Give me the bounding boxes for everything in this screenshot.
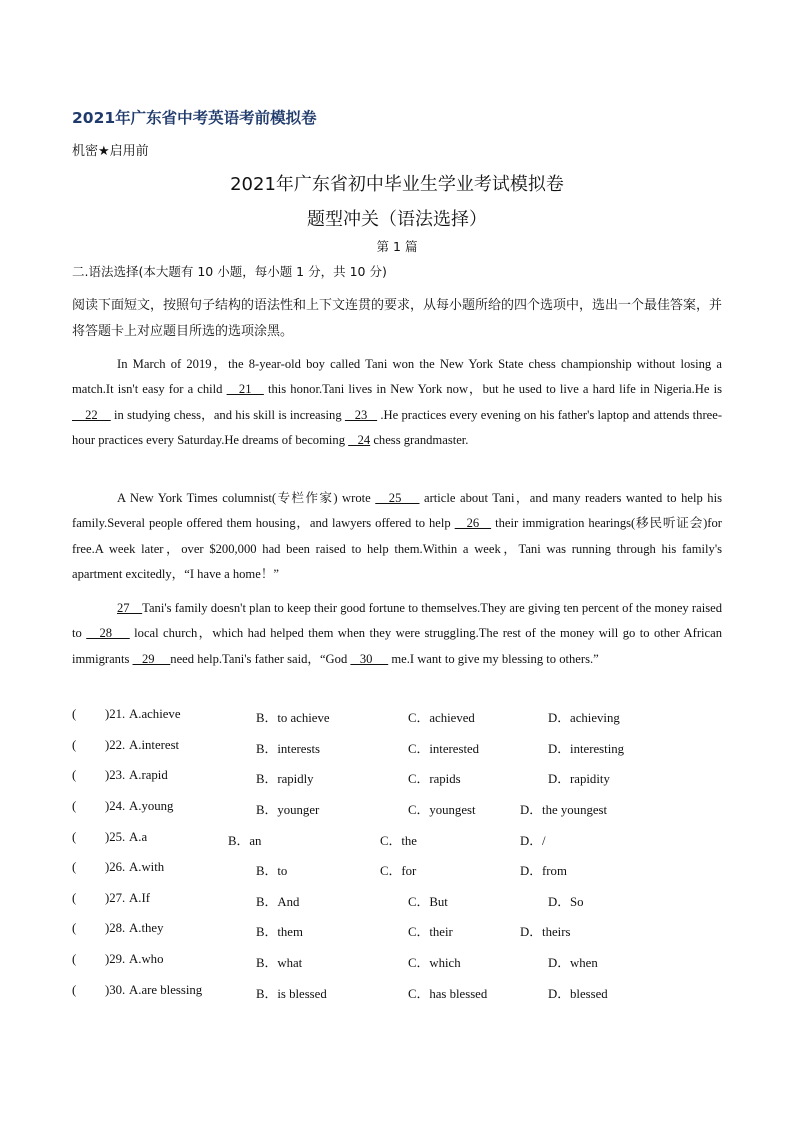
exam-series-title: 2021年广东省中考英语考前模拟卷 xyxy=(72,109,317,127)
option-a: A.are blessing xyxy=(129,983,203,997)
question-row xyxy=(72,983,732,1005)
question-row xyxy=(72,768,732,790)
option-b: B．an xyxy=(228,834,262,848)
option-c: C．achieved xyxy=(408,711,475,725)
passage-paragraph-2: A New York Times columnist(专栏作家) wrote 25 article about Tani，and many readers wanted to help his family.Several people offered them housing，and lawyers offered to help 26 their immigration hearings(移民听证会)for free.A week later，over $200,000 had been raised to help them.Within a week，Tani was running through his family's apartment excitedly，“I have a home！” xyxy=(72,491,722,581)
answer-paren[interactable]: ( xyxy=(72,830,77,844)
question-row xyxy=(72,830,732,852)
passage-paragraph-3: 27 Tani's family doesn't plan to keep their good fortune to themselves.They are giving ten percent of the money raised to 28 local church，which had helped them when they were struggling.The rest of the money will go to other African immigrants 29 need help.Tani's father said，“God 30 me.I want to give my blessing to others.” xyxy=(72,601,722,666)
option-b: B．interests xyxy=(256,742,320,756)
question-row xyxy=(72,738,732,760)
blank-27: 27 xyxy=(117,601,143,615)
blank-28: 28 xyxy=(86,626,130,641)
answer-paren[interactable]: ( xyxy=(72,707,77,721)
option-b: B．what xyxy=(256,956,303,970)
option-c: C．But xyxy=(408,895,448,909)
question-number: )29. xyxy=(105,952,126,966)
option-d: D．interesting xyxy=(548,742,625,756)
option-a: A.who xyxy=(129,952,164,966)
option-b: B．them xyxy=(256,925,303,939)
blank-29: 29 xyxy=(132,651,171,666)
option-b: B．to xyxy=(256,864,288,878)
blank-24: 24 xyxy=(348,432,371,447)
blank-25: 25 xyxy=(375,491,420,505)
question-number: )23. xyxy=(105,768,126,782)
question-number: )25. xyxy=(105,830,126,844)
option-d: D．achieving xyxy=(548,711,620,725)
option-b: B．And xyxy=(256,895,300,909)
passage-paragraph-1: In March of 2019，the 8-year-old boy called Tani won the New York State chess championship without losing a match.It isn't easy for a child 21 this honor.Tani lives in New York now，but he used to live a hard life in Nigeria.He is 22 in studying chess，and his skill is increasing 23 .He practices every evening on his father's laptop and attends three-hour practices every Saturday.He dreams of becoming 24 chess grandmaster. xyxy=(72,357,723,447)
question-row xyxy=(72,799,732,821)
blank-23: 23 xyxy=(344,407,378,422)
answer-paren[interactable]: ( xyxy=(72,768,77,782)
question-number: )27. xyxy=(105,891,126,905)
question-row xyxy=(72,860,732,882)
question-number: )30. xyxy=(105,983,126,997)
option-d: D．theirs xyxy=(520,925,571,939)
answer-paren[interactable]: ( xyxy=(72,952,77,966)
question-row xyxy=(72,921,732,943)
instructions: 阅读下面短文，按照句子结构的语法性和上下文连贯的要求，从每小题所给的四个选项中，选出一个最佳答案，并将答题卡上对应题目所选的选项涂黑。 xyxy=(72,298,723,339)
option-c: C．rapids xyxy=(408,772,461,786)
question-number: )24. xyxy=(105,799,126,813)
answer-paren[interactable]: ( xyxy=(72,799,77,813)
option-d: D．the youngest xyxy=(520,803,608,817)
section-heading: 二.语法选择(本大题有 10 小题，每小题 1 分，共 10 分) xyxy=(72,264,387,279)
question-row xyxy=(72,707,732,729)
option-d: D．rapidity xyxy=(548,772,610,786)
question-row xyxy=(72,952,732,974)
option-d: D．/ xyxy=(520,834,546,848)
question-number: )28. xyxy=(105,921,126,935)
option-b: B．rapidly xyxy=(256,772,314,786)
question-number: )21. xyxy=(105,707,126,721)
option-c: C．youngest xyxy=(408,803,476,817)
option-b: B．younger xyxy=(256,803,320,817)
option-c: C．interested xyxy=(408,742,480,756)
question-number: )22. xyxy=(105,738,126,752)
option-b: B．is blessed xyxy=(256,987,327,1001)
answer-paren[interactable]: ( xyxy=(72,860,77,874)
option-a: A.achieve xyxy=(129,707,181,721)
option-a: A.rapid xyxy=(129,768,168,782)
blank-22: 22 xyxy=(72,407,111,422)
exam-subtitle: 题型冲关（语法选择） xyxy=(307,209,487,230)
answer-paren[interactable]: ( xyxy=(72,921,77,935)
option-a: A.with xyxy=(129,860,165,874)
option-d: D．from xyxy=(520,864,567,878)
question-number: )26. xyxy=(105,860,126,874)
option-a: A.a xyxy=(129,830,148,844)
blank-30: 30 xyxy=(350,651,389,666)
option-c: C．has blessed xyxy=(408,987,488,1001)
option-c: C．which xyxy=(408,956,461,970)
option-d: D．blessed xyxy=(548,987,608,1001)
confidential-label: 机密★启用前 xyxy=(72,144,149,159)
option-c: C．for xyxy=(380,864,417,878)
option-a: A.they xyxy=(129,921,164,935)
answer-paren[interactable]: ( xyxy=(72,983,77,997)
blank-26: 26 xyxy=(454,516,492,531)
question-row xyxy=(72,891,732,913)
answer-paren[interactable]: ( xyxy=(72,738,77,752)
option-a: A.interest xyxy=(129,738,180,752)
option-d: D．So xyxy=(548,895,584,909)
option-a: A.young xyxy=(129,799,174,813)
option-c: C．the xyxy=(380,834,417,848)
option-b: B．to achieve xyxy=(256,711,330,725)
option-d: D．when xyxy=(548,956,598,970)
part-label: 第 1 篇 xyxy=(376,239,418,254)
blank-21: 21 xyxy=(226,382,264,397)
exam-title: 2021年广东省初中毕业生学业考试模拟卷 xyxy=(230,174,564,195)
option-a: A.If xyxy=(129,891,150,905)
answer-paren[interactable]: ( xyxy=(72,891,77,905)
option-c: C．their xyxy=(408,925,453,939)
